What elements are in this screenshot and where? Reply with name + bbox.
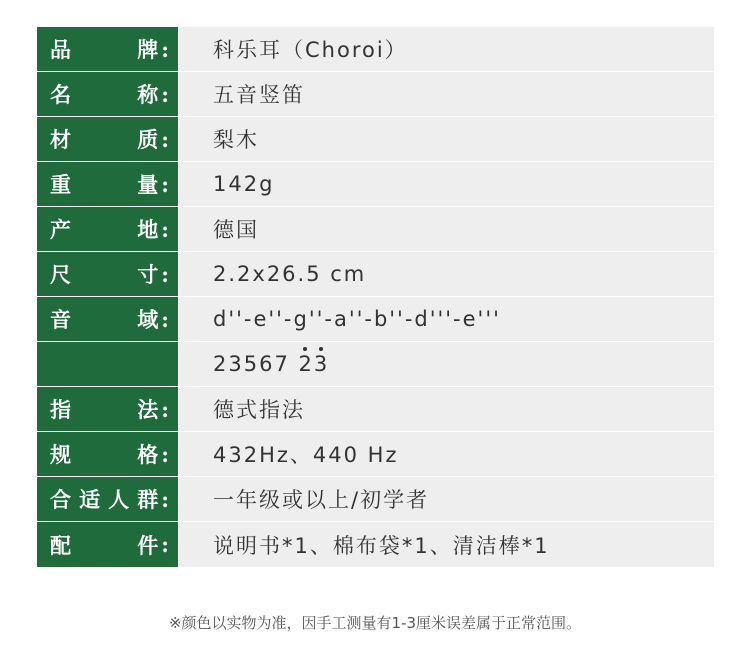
spec-value: 五音竖笛 [178, 72, 714, 116]
spec-label [37, 297, 178, 341]
spec-row-range-numbered [37, 342, 714, 387]
spec-label [37, 432, 178, 476]
spec-row-brand [37, 27, 714, 72]
label-colon: : [161, 396, 170, 422]
spec-value: 德式指法 [178, 387, 714, 431]
label-colon: : [161, 36, 170, 62]
label-char: 尺 [50, 262, 72, 287]
spec-label [37, 72, 178, 116]
label-char: 规 [50, 442, 72, 467]
label-char: 品 [50, 37, 72, 62]
label-char: 材 [50, 127, 72, 152]
spec-label [37, 387, 178, 431]
spec-row-weight [37, 162, 714, 207]
label-char: 域 [137, 307, 160, 332]
spec-row-fingering [37, 387, 714, 432]
label-colon: : [161, 126, 170, 152]
spec-label [37, 477, 178, 521]
notation-high-note: 2 [298, 352, 314, 376]
label-char: 配 [50, 532, 72, 558]
spec-value-numbered-notation [178, 342, 714, 386]
spec-value: 432Hz、440 Hz [178, 432, 714, 476]
spec-row-audience [37, 477, 714, 522]
spec-label [37, 252, 178, 296]
spec-value: 说明书*1、棉布袋*1、清洁棒*1 [178, 522, 714, 567]
label-char: 名 [50, 82, 72, 107]
spec-row-material [37, 117, 714, 162]
spec-value: 2.2x26.5 cm [178, 252, 714, 296]
label-char: 量 [137, 172, 160, 197]
spec-value: 德国 [178, 207, 714, 251]
label-char: 件 [137, 532, 160, 558]
spec-row-origin [37, 207, 714, 252]
spec-value: 142g [178, 162, 714, 206]
label-colon: : [161, 441, 170, 467]
label-char: 适 [79, 487, 102, 512]
spec-label [37, 522, 178, 567]
spec-label [37, 207, 178, 251]
label-colon: : [161, 261, 170, 287]
spec-value: 一年级或以上/初学者 [178, 477, 714, 521]
notation-high-note: 3 [313, 352, 330, 376]
spec-label [37, 162, 178, 206]
spec-row-accessories [37, 522, 714, 567]
label-char: 合 [50, 487, 72, 512]
label-char: 重 [50, 172, 72, 197]
label-colon: : [161, 171, 170, 197]
label-char: 法 [137, 397, 160, 422]
notation-plain: 23567 [213, 352, 299, 376]
spec-row-range [37, 297, 714, 342]
label-char: 牌 [137, 37, 160, 62]
label-colon: : [161, 532, 170, 557]
spec-value: 梨木 [178, 117, 714, 161]
spec-row-size [37, 252, 714, 297]
spec-label [37, 27, 178, 71]
label-char: 质 [137, 127, 160, 152]
label-char: 寸 [137, 262, 160, 287]
spec-table [37, 27, 714, 567]
footnote: ※颜色以实物为准，因手工测量有1-3厘米误差属于正常范围。 [168, 614, 582, 632]
label-char: 地 [137, 217, 160, 242]
spec-label [37, 117, 178, 161]
spec-value: d''-e''-g''-a''-b''-d'''-e''' [178, 297, 714, 341]
label-colon: : [161, 216, 170, 242]
label-char: 群 [137, 487, 160, 512]
label-colon: : [161, 486, 170, 512]
spec-label-empty [37, 342, 178, 386]
label-colon: : [161, 81, 170, 107]
label-char: 指 [50, 397, 72, 422]
label-char: 音 [50, 307, 72, 332]
spec-row-spec [37, 432, 714, 477]
label-colon: : [161, 306, 170, 332]
label-char: 产 [50, 217, 72, 242]
spec-row-name [37, 72, 714, 117]
label-char: 人 [108, 487, 131, 512]
spec-value: 科乐耳（Choroi） [178, 27, 714, 71]
label-char: 格 [137, 442, 160, 467]
label-char: 称 [137, 82, 160, 107]
